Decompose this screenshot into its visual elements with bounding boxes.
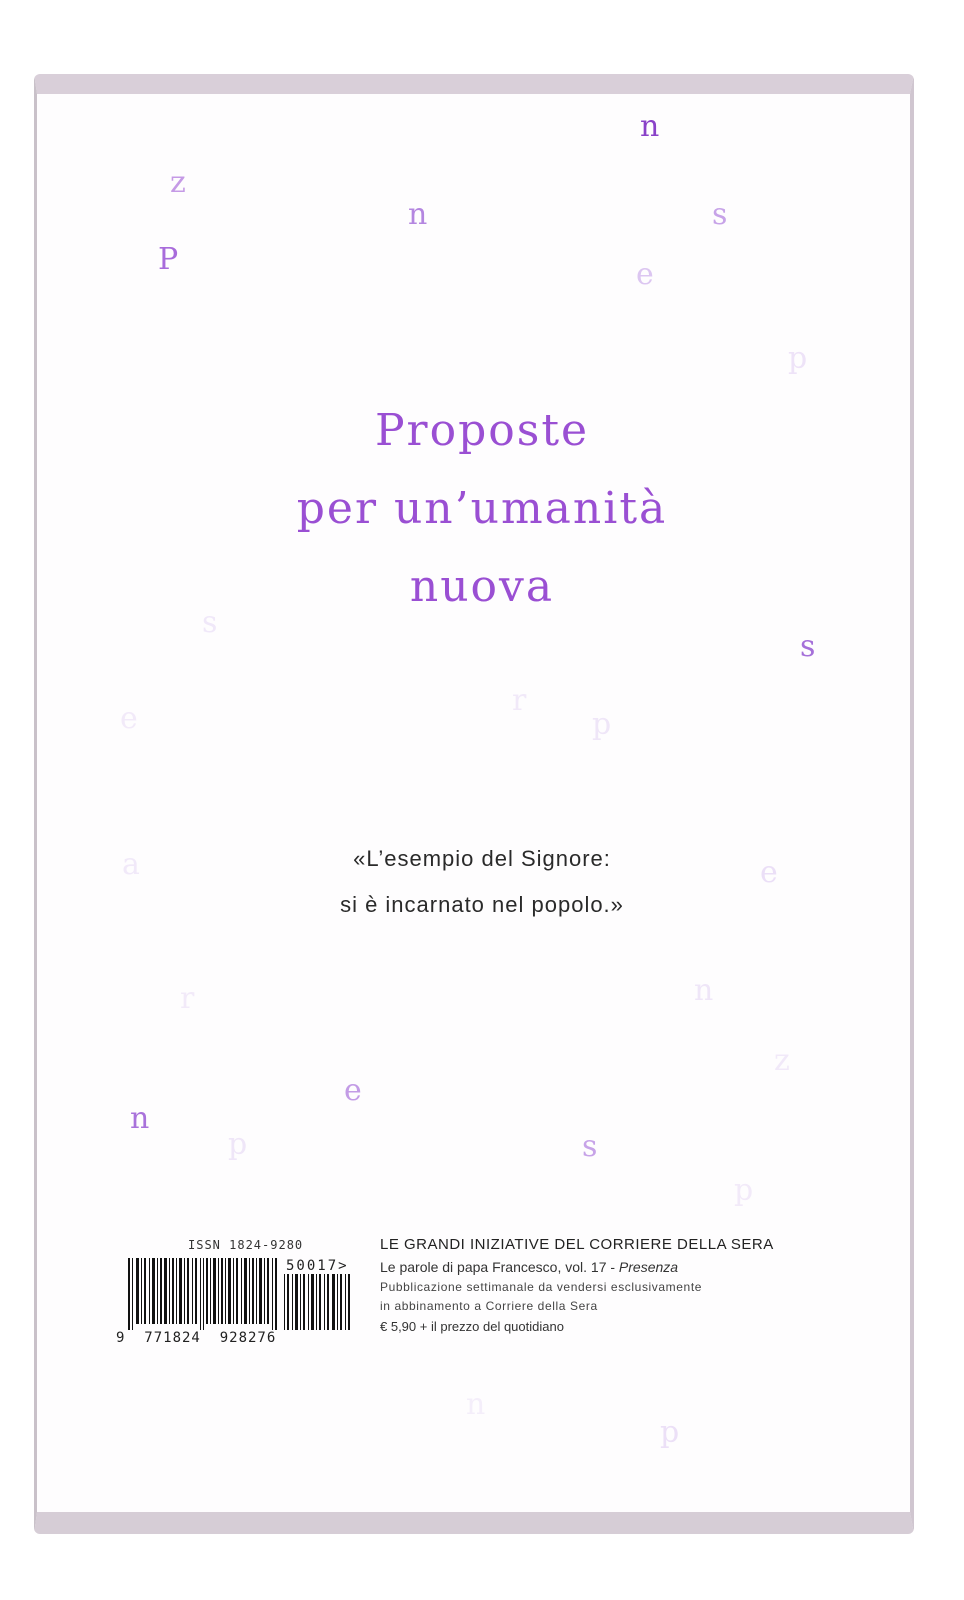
decor-letter: p <box>228 1127 248 1162</box>
decor-letter: e <box>344 1073 362 1108</box>
title-line: nuova <box>409 561 555 612</box>
decor-letter: z <box>170 165 186 200</box>
publication-note: Pubblicazione settimanale da vendersi esclusivamente <box>380 1280 703 1294</box>
decor-letter: e <box>636 257 654 292</box>
ean-digits: 9 771824 928276 <box>116 1330 277 1346</box>
decor-letter: s <box>712 197 728 232</box>
book-title <box>0 392 964 626</box>
publication-info <box>380 1236 774 1334</box>
decor-letter: p <box>660 1415 680 1450</box>
decor-letter: r <box>512 683 527 718</box>
addon-bars <box>284 1274 354 1330</box>
decor-letter: n <box>408 197 428 232</box>
decor-letter: p <box>592 707 612 742</box>
decor-letter: e <box>760 855 778 890</box>
decor-letter: p <box>734 1173 754 1208</box>
decor-letter: n <box>130 1101 150 1136</box>
quote-line: si è incarnato nel popolo.» <box>340 892 624 917</box>
decor-letter: s <box>800 629 816 664</box>
decor-letter: n <box>640 109 660 144</box>
series-name: Le parole di papa Francesco, vol. 17 - <box>380 1259 616 1275</box>
decor-letter: s <box>202 605 218 640</box>
title-line: per un’umanità <box>296 483 668 534</box>
title-line: Proposte <box>374 405 590 456</box>
decor-letter: n <box>466 1387 486 1422</box>
decor-letter: a <box>122 847 140 882</box>
series-heading: LE GRANDI INIZIATIVE DEL CORRIERE DELLA SERA <box>380 1236 774 1253</box>
decor-letter: P <box>158 242 179 277</box>
publication-note: in abbinamento a Corriere della Sera <box>380 1299 598 1313</box>
issn-number: ISSN 1824-9280 <box>188 1238 304 1252</box>
volume-title: Presenza <box>618 1259 679 1275</box>
decor-letter: e <box>120 701 138 736</box>
price-line: € 5,90 + il prezzo del quotidiano <box>380 1319 564 1334</box>
decor-letter: n <box>694 973 714 1008</box>
decor-letter: s <box>582 1129 598 1164</box>
decor-letter: r <box>180 981 195 1016</box>
decor-letter: p <box>788 341 808 376</box>
series-line <box>380 1259 774 1275</box>
barcode <box>116 1238 361 1358</box>
addon-digits: 50017> <box>286 1258 349 1274</box>
quote <box>0 836 964 928</box>
decor-letter: z <box>774 1043 790 1078</box>
ean-bars <box>128 1258 278 1330</box>
quote-line: «L’esempio del Signore: <box>353 846 611 871</box>
